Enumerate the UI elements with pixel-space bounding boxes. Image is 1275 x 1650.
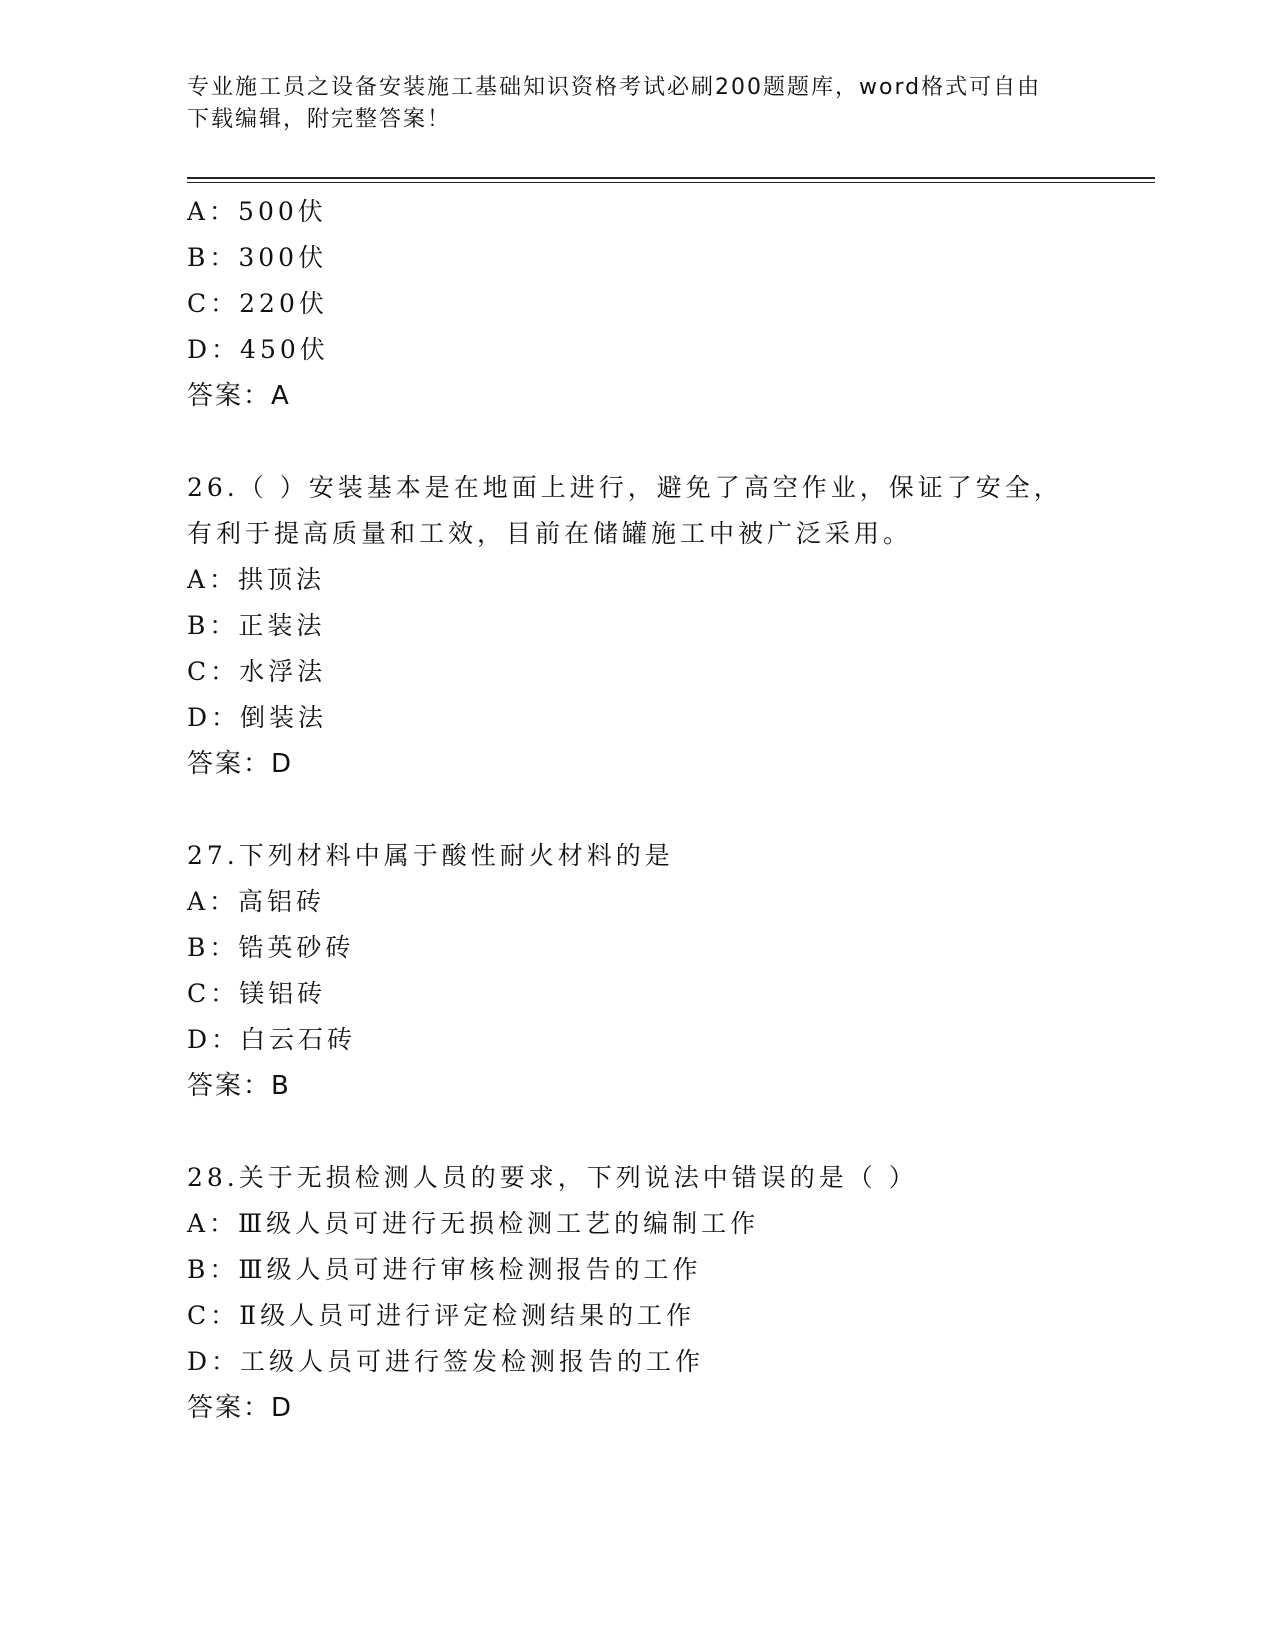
question-text-line-2: 有利于提高质量和工效，目前在储罐施工中被广泛采用。 <box>187 519 913 548</box>
header-divider-thick <box>187 177 1155 179</box>
option-c: C：镁铝砖 <box>187 979 327 1008</box>
document-header <box>187 72 1067 136</box>
option-d: D：白云石砖 <box>187 1025 357 1054</box>
spacer <box>187 419 1087 465</box>
option-a: A：500伏 <box>187 197 327 226</box>
option-b: B：锆英砂砖 <box>187 933 355 962</box>
answer: 答案：A <box>187 381 291 411</box>
question-list <box>187 189 1087 1431</box>
question-text: 27.下列材料中属于酸性耐火材料的是 <box>187 841 674 870</box>
option-c: C：水浮法 <box>187 657 327 686</box>
answer: 答案：D <box>187 1393 294 1423</box>
option-d: D：工级人员可进行签发检测报告的工作 <box>187 1347 705 1376</box>
question-text: 28.关于无损检测人员的要求，下列说法中错误的是（ ） <box>187 1163 918 1192</box>
question-27 <box>187 833 1087 1109</box>
answer: 答案：B <box>187 1071 291 1101</box>
option-b: B：正装法 <box>187 611 326 640</box>
question-28 <box>187 1155 1087 1431</box>
option-d: D：450伏 <box>187 335 329 364</box>
header-title-line-1: 专业施工员之设备安装施工基础知识资格考试必刷200题题库，word格式可自由 <box>187 75 1042 100</box>
answer: 答案：D <box>187 749 294 779</box>
header-divider-thin <box>187 182 1155 183</box>
question-26 <box>187 465 1087 787</box>
option-a: A：高铝砖 <box>187 887 326 916</box>
option-a: A：拱顶法 <box>187 565 326 594</box>
header-title-line-2: 下载编辑，附完整答案！ <box>187 107 452 132</box>
question-text-line-1: 26.（ ）安装基本是在地面上进行，避免了高空作业，保证了安全， <box>187 473 1063 502</box>
question-25 <box>187 189 1087 419</box>
option-b: B：300伏 <box>187 243 328 272</box>
spacer <box>187 787 1087 833</box>
option-a: A：Ⅲ级人员可进行无损检测工艺的编制工作 <box>187 1209 760 1238</box>
spacer <box>187 1109 1087 1155</box>
option-d: D：倒装法 <box>187 703 328 732</box>
option-c: C：220伏 <box>187 289 328 318</box>
option-b: B：Ⅲ级人员可进行审核检测报告的工作 <box>187 1255 702 1284</box>
option-c: C：Ⅱ级人员可进行评定检测结果的工作 <box>187 1301 696 1330</box>
